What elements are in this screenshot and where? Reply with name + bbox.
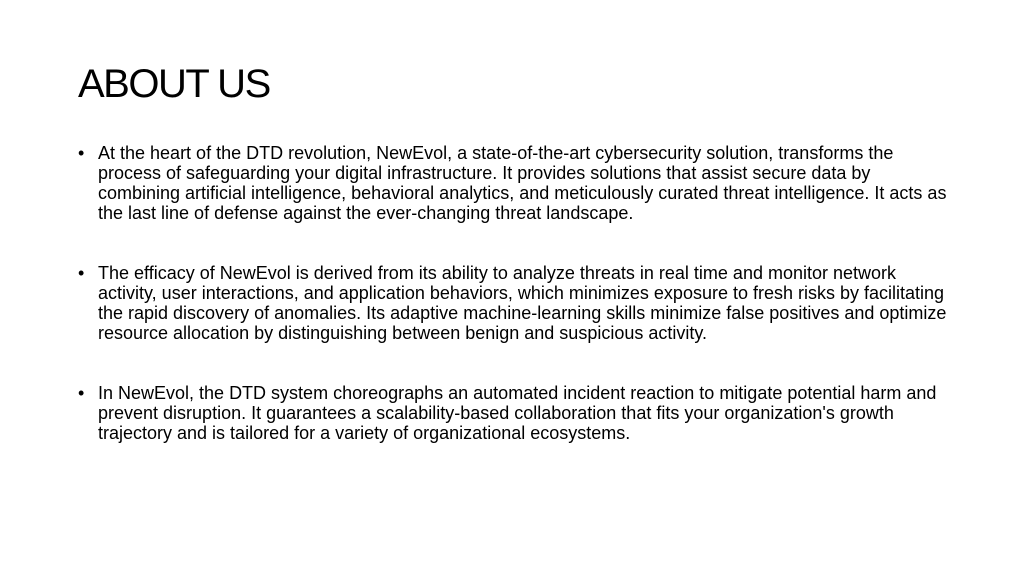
bullet-dot-icon: • [78, 383, 85, 403]
bullet-list [78, 143, 950, 443]
bullet-dot-icon: • [78, 263, 85, 283]
bullet-item-3 [78, 383, 950, 443]
bullet-item-2 [78, 263, 950, 343]
bullet-text-2: The efficacy of NewEvol is derived from its ability to analyze threats in real time and monitor network activity, user interactions, and application behaviors, which minimizes exposure to fresh risks by facilitating the rapid discovery of anomalies. Its adaptive machine-learning skills minimize false positives and optimize resource allocation by distinguishing between benign and suspicious activity. [98, 263, 947, 343]
slide-title: ABOUT US [78, 62, 270, 106]
bullet-text-3: In NewEvol, the DTD system choreographs an automated incident reaction to mitigate potential harm and prevent disruption. It guarantees a scalability-based collaboration that fits your organization's growth trajectory and is tailored for a variety of organizational ecosystems. [98, 383, 937, 443]
bullet-dot-icon: • [78, 143, 85, 163]
bullet-item-1 [78, 143, 950, 223]
bullet-text-1: At the heart of the DTD revolution, NewEvol, a state-of-the-art cybersecurity solution, transforms the process of safeguarding your digital infrastructure. It provides solutions that assist secure data by combining artificial intelligence, behavioral analytics, and meticulously curated threat intelligence. It acts as the last line of defense against the ever-changing threat landscape. [98, 143, 947, 223]
